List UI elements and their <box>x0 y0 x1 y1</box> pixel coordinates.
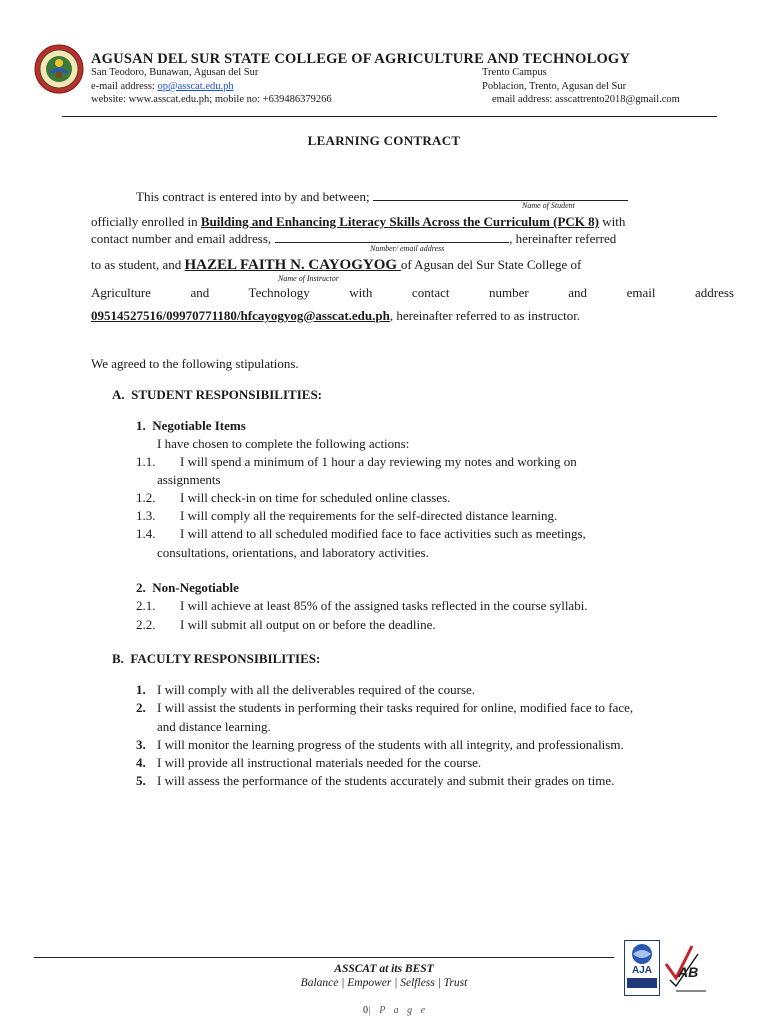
as-student-text: to as student, and <box>91 257 185 272</box>
contact-email-blank[interactable] <box>275 230 509 243</box>
contract-line-4 <box>91 257 581 274</box>
contract-line-6 <box>91 308 580 324</box>
list-item <box>136 737 624 753</box>
non-negotiable-heading <box>136 580 239 596</box>
list-item <box>136 508 557 524</box>
item-text: I will assess the performance of the students accurately and submit their grades on time. <box>157 773 615 788</box>
page-number-value: 0 <box>363 1005 368 1016</box>
section-a-title: STUDENT RESPONSIBILITIES: <box>131 387 323 402</box>
negotiable-title: Negotiable Items <box>152 418 246 433</box>
item-number: 2.1. <box>136 598 156 613</box>
campus-address: Poblacion, Trento, Agusan del Sur <box>482 81 627 92</box>
instructor-name: HAZEL FAITH N. CAYOGYOG <box>184 257 401 273</box>
iab-accreditation-logo <box>662 940 712 996</box>
college-email-link[interactable]: op@asscat.edu.ph <box>157 81 234 92</box>
item-number: 3. <box>136 737 146 752</box>
non-negotiable-num: 2. <box>136 580 146 595</box>
contract-intro: This contract is entered into by and between; <box>136 189 370 204</box>
item-number: 1.1. <box>136 454 156 469</box>
negotiable-num: 1. <box>136 418 146 433</box>
college-seal-logo <box>34 44 84 94</box>
caption-instructor-name: Name of Instructor <box>278 274 339 283</box>
campus-email: email address: asscattrento2018@gmail.com <box>492 94 680 105</box>
item-text: I will spend a minimum of 1 hour a day reviewing my notes and working on <box>180 454 577 469</box>
instructor-contacts: 09514527516/09970771180/hfcayogyog@asscat.edu.ph <box>91 308 390 323</box>
with-text: with <box>599 214 626 229</box>
caption-number-email: Number/ email address <box>370 244 445 253</box>
section-a-heading <box>112 387 322 403</box>
section-b-label: B. <box>112 651 124 666</box>
item-number: 5. <box>136 773 146 788</box>
item-text: I will check-in on time for scheduled online classes. <box>180 490 451 505</box>
email-label: e-mail address: <box>91 81 158 92</box>
list-item <box>136 617 436 633</box>
item-text: I will achieve at least 85% of the assigned tasks reflected in the course syllabi. <box>180 598 588 613</box>
item-text: I will comply with all the deliverables required of the course. <box>157 682 476 697</box>
page-label: | P a g e <box>368 1005 429 1016</box>
section-b-title: FACULTY RESPONSIBILITIES: <box>130 651 321 666</box>
campus-name: Trento Campus <box>482 67 547 78</box>
item-number: 1.2. <box>136 490 156 505</box>
item-number: 1.4. <box>136 526 156 541</box>
list-item <box>136 700 633 716</box>
item-number: 2.2. <box>136 617 156 632</box>
college-website: website: www.asscat.edu.ph; mobile no: +639486379266 <box>91 94 332 105</box>
enrolled-text: officially enrolled in <box>91 214 201 229</box>
footer-motto: ASSCAT at its BEST <box>334 963 434 975</box>
page-number <box>363 1005 428 1016</box>
list-item <box>136 755 481 771</box>
contract-line-5: Agriculture and Technology with contact number and email address <box>91 285 734 300</box>
aja-certification-logo <box>624 940 660 996</box>
item-number: 4. <box>136 755 146 770</box>
item-number: 2. <box>136 700 146 715</box>
document-title: LEARNING CONTRACT <box>307 133 461 148</box>
item-text: I will assist the students in performing their tasks required for online, modified face to face, <box>157 700 634 715</box>
list-item <box>136 682 475 698</box>
course-title: Building and Enhancing Literacy Skills Across the Curriculum (PCK 8) <box>200 214 599 229</box>
item-text-continued: consultations, orientations, and laboratory activities. <box>157 545 429 560</box>
item-number: 1. <box>136 682 146 697</box>
footer-core-values: Balance | Empower | Selfless | Trust <box>300 977 468 989</box>
iab-logo-text: AB <box>678 964 699 980</box>
list-item <box>136 454 577 470</box>
section-b-heading <box>112 651 320 667</box>
non-negotiable-title: Non-Negotiable <box>152 580 239 595</box>
instructor-referred-text: , hereinafter referred to as instructor. <box>389 308 581 323</box>
college-name: AGUSAN DEL SUR STATE COLLEGE OF AGRICULTURE AND TECHNOLOGY <box>91 51 631 67</box>
caption-student-name: Name of Student <box>522 201 575 210</box>
footer-divider <box>34 957 614 958</box>
hereinafter-text: , hereinafter referred <box>509 231 617 246</box>
item-text-continued: and distance learning. <box>157 719 271 734</box>
college-email-line <box>91 81 234 92</box>
item-text-continued: assignments <box>157 472 221 487</box>
item-text: I will comply all the requirements for the self-directed distance learning. <box>180 508 558 523</box>
contact-text: contact number and email address, <box>91 231 272 246</box>
contract-line-2 <box>91 214 625 230</box>
student-name-blank[interactable] <box>373 188 628 201</box>
contract-line-3 <box>91 230 616 247</box>
item-text: I will attend to all scheduled modified face to face activities such as meetings, <box>180 526 586 541</box>
aja-logo-text: AJA <box>631 965 652 976</box>
header-divider <box>62 116 717 117</box>
list-item <box>136 526 586 542</box>
stipulations-intro: We agreed to the following stipulations. <box>91 356 299 371</box>
negotiable-intro: I have chosen to complete the following actions: <box>157 436 410 451</box>
list-item <box>136 773 614 789</box>
college-address: San Teodoro, Bunawan, Agusan del Sur <box>91 67 259 78</box>
item-number: 1.3. <box>136 508 156 523</box>
negotiable-heading <box>136 418 246 434</box>
section-a-label: A. <box>112 387 125 402</box>
list-item <box>136 490 450 506</box>
item-text: I will provide all instructional materials needed for the course. <box>157 755 482 770</box>
item-text: I will submit all output on or before the deadline. <box>180 617 436 632</box>
item-text: I will monitor the learning progress of the students with all integrity, and professionalism. <box>157 737 624 752</box>
list-item <box>136 598 588 614</box>
of-college-text: of Agusan del Sur State College of <box>400 257 582 272</box>
